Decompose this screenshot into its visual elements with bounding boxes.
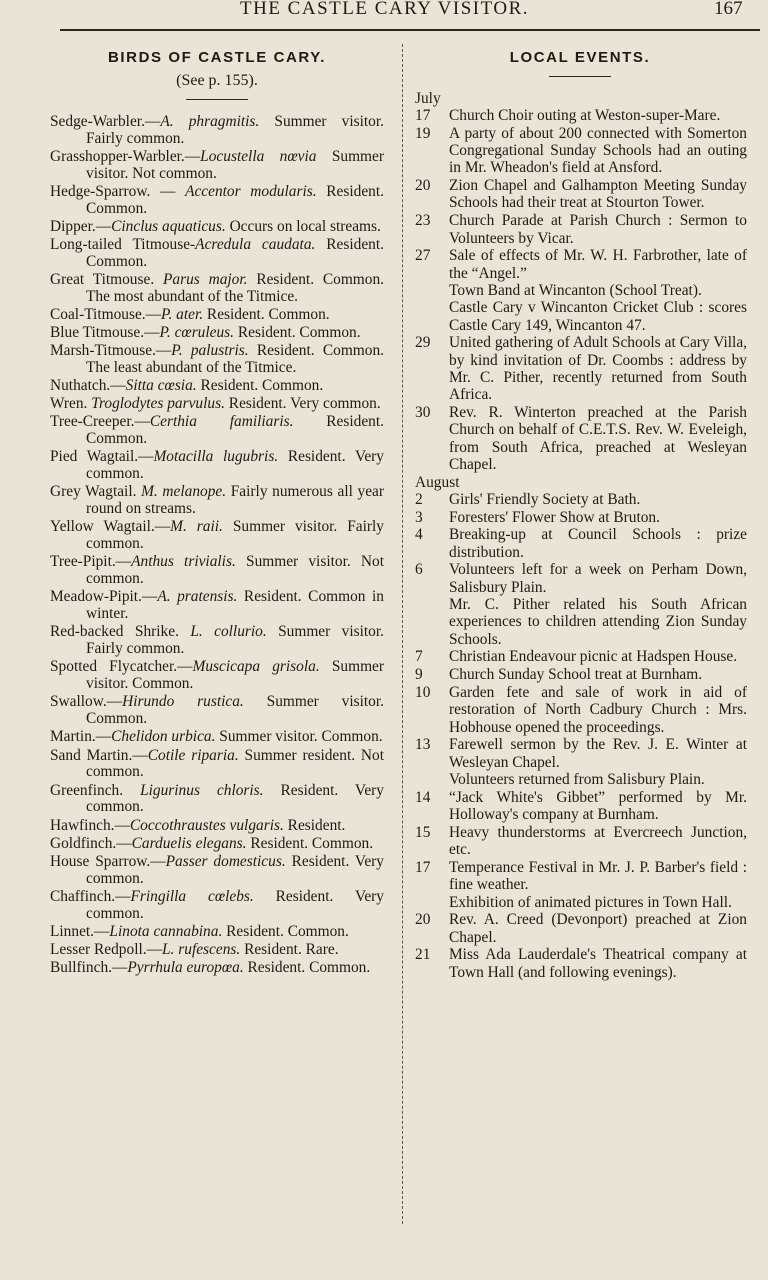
bird-status: Summer visitor. Common.	[215, 728, 383, 746]
event-day: 23	[415, 212, 431, 230]
event-line: Church Choir outing at Weston-super-Mare.	[449, 107, 721, 124]
bird-entry	[50, 184, 384, 218]
bird-common-name: Swallow.—	[50, 693, 123, 711]
event-entry	[413, 509, 747, 526]
bird-status: Resident. Very common.	[86, 852, 384, 887]
event-entry	[413, 491, 747, 508]
bird-common-name: Grey Wagtail.	[50, 483, 142, 501]
bird-common-name: Marsh-Titmouse.—	[50, 342, 172, 360]
bird-latin-name: Locustella nœvia	[200, 148, 317, 165]
bird-latin-name: Acredula caudata.	[195, 236, 316, 254]
event-line: Mr. C. Pither related his South African experiences to children attending Zion Sunday Schools.	[449, 596, 747, 648]
bird-common-name: House Sparrow.—	[50, 852, 166, 870]
birds-column	[50, 48, 384, 978]
event-day: 21	[415, 946, 431, 964]
event-day: 30	[415, 404, 431, 422]
bird-entry	[50, 854, 384, 888]
event-entry	[413, 125, 747, 177]
event-day: 6	[415, 561, 423, 579]
event-description	[449, 526, 747, 561]
event-description	[449, 509, 747, 526]
event-line: Church Sunday School treat at Burnham.	[449, 666, 703, 684]
bird-entry	[50, 519, 384, 553]
bird-latin-name: Passer domesticus.	[165, 852, 286, 870]
event-line: Miss Ada Lauderdale's Theatrical company at Town Hall (and following evenings).	[449, 946, 747, 981]
bird-latin-name: Accentor modularis.	[185, 183, 317, 200]
events-heading: LOCAL EVENTS.	[509, 49, 651, 66]
event-day: 14	[415, 788, 431, 806]
bird-common-name: Hedge-Sparrow. —	[50, 183, 186, 200]
bird-latin-name: Linota cannabina.	[109, 922, 223, 940]
event-day: 17	[415, 107, 431, 124]
event-description	[449, 177, 747, 212]
birds-heading-rule	[186, 99, 248, 100]
birds-heading: BIRDS OF CASTLE CARY.	[107, 49, 327, 66]
running-title: THE CASTLE CARY VISITOR.	[240, 0, 530, 19]
bird-entry	[50, 272, 384, 306]
bird-status: Resident. Common.	[234, 324, 361, 342]
event-line: Sale of effects of Mr. W. H. Farbrother, late of the “Angel.”	[449, 247, 747, 282]
event-description	[449, 824, 747, 859]
event-line: Breaking-up at Council Schools : prize distribution.	[449, 526, 747, 561]
event-line: United gathering of Adult Schools at Cary Villa, by kind invitation of Dr. Coombs : address by Mr. C. Pither, recently returned from South Africa.	[449, 334, 747, 404]
event-entry	[413, 404, 747, 473]
bird-common-name: Pied Wagtail.—	[50, 448, 154, 466]
bird-latin-name: Ligurinus chloris.	[140, 781, 264, 799]
birds-subheading: (See p. 155).	[176, 72, 258, 89]
event-description	[449, 212, 747, 247]
event-entry	[413, 736, 747, 788]
event-line: Rev. A. Creed (Devonport) preached at Zion Chapel.	[449, 911, 747, 946]
bird-status: Summer visitor. Fairly common.	[86, 623, 384, 658]
bird-status: Resident. Common.	[86, 183, 384, 217]
bird-latin-name: L. rufescens.	[162, 940, 241, 958]
bird-status: Resident. Common.	[246, 834, 374, 852]
event-day: 20	[415, 911, 431, 929]
bird-latin-name: P. cœruleus.	[159, 324, 235, 342]
bird-status: Resident. Very common.	[86, 781, 384, 816]
bird-entry	[50, 659, 384, 693]
bird-common-name: Red-backed Shrike.	[50, 623, 191, 641]
event-line: Foresters' Flower Show at Bruton.	[449, 508, 660, 526]
event-entry	[413, 526, 747, 561]
bird-common-name: Spotted Flycatcher.—	[50, 658, 193, 676]
bird-latin-name: Fringilla cœlebs.	[130, 887, 254, 905]
bird-latin-name: A. pratensis.	[157, 588, 238, 606]
bird-list	[50, 114, 384, 977]
bird-entry	[50, 729, 384, 746]
bird-entry	[50, 378, 384, 395]
event-line: “Jack White's Gibbet” performed by Mr. Holloway's company at Burnham.	[449, 788, 747, 824]
bird-entry	[50, 589, 384, 623]
event-entry	[413, 334, 747, 403]
bird-entry	[50, 219, 384, 236]
bird-common-name: Yellow Wagtail.—	[50, 518, 171, 536]
bird-status: Resident. Very common.	[224, 395, 381, 413]
bird-common-name: Grasshopper-Warbler.—	[50, 148, 201, 165]
header-rule	[60, 29, 760, 31]
bird-status: Fairly numerous all year round on streams.	[86, 483, 385, 518]
event-line: Christian Endeavour picnic at Hadspen House.	[449, 648, 738, 666]
bird-common-name: Tree-Creeper.—	[50, 413, 150, 431]
event-line: Town Band at Wincanton (School Treat).	[449, 281, 702, 299]
bird-status: Summer visitor. Common.	[86, 693, 384, 728]
bird-latin-name: Chelidon urbica.	[111, 728, 216, 746]
bird-common-name: Dipper.—	[50, 218, 112, 235]
bird-latin-name: Muscicapa grisola.	[192, 658, 320, 676]
event-entry	[413, 911, 747, 946]
event-description	[449, 684, 747, 736]
bird-status: Resident. Common.	[196, 377, 324, 395]
bird-status: Resident.	[283, 816, 346, 834]
event-day: 13	[415, 736, 431, 754]
bird-entry	[50, 694, 384, 728]
bird-entry	[50, 783, 384, 817]
bird-entry	[50, 343, 384, 377]
event-line: Exhibition of animated pictures in Town Hall.	[449, 893, 732, 911]
event-line: Farewell sermon by the Rev. J. E. Winter at Wesleyan Chapel.	[449, 736, 747, 771]
event-description	[449, 648, 747, 665]
bird-common-name: Goldfinch.—	[50, 834, 132, 852]
event-day: 3	[415, 508, 423, 526]
event-description	[449, 911, 747, 946]
bird-latin-name: L. collurio.	[190, 623, 267, 641]
bird-status: Resident. Very common.	[86, 887, 385, 922]
event-day: 2	[415, 490, 423, 508]
bird-common-name: Chaffinch.—	[50, 887, 131, 905]
event-entry	[413, 666, 747, 683]
event-line: Castle Cary v Wincanton Cricket Club : scores Castle Cary 149, Wincanton 47.	[449, 299, 747, 334]
event-entry	[413, 247, 747, 333]
bird-latin-name: Parus major.	[163, 271, 248, 289]
event-description	[449, 491, 747, 508]
bird-common-name: Nuthatch.—	[50, 377, 126, 395]
bird-latin-name: Pyrrhula europœa.	[127, 958, 244, 976]
event-description	[449, 789, 747, 824]
event-description	[449, 561, 747, 647]
event-day: 19	[415, 124, 431, 142]
bird-status: Summer visitor. Fairly common.	[86, 113, 384, 147]
bird-common-name: Bullfinch.—	[50, 958, 128, 976]
bird-common-name: Sedge-Warbler.—	[50, 113, 161, 130]
event-list	[413, 90, 747, 981]
bird-status: Resident. Common.	[203, 306, 330, 324]
event-entry	[413, 648, 747, 665]
bird-latin-name: Troglodytes parvulus.	[91, 395, 225, 413]
bird-entry	[50, 449, 384, 483]
bird-latin-name: P. ater.	[161, 306, 204, 324]
event-description	[449, 946, 747, 981]
bird-common-name: Greenfinch.	[50, 781, 141, 799]
bird-common-name: Wren.	[50, 395, 92, 413]
bird-common-name: Linnet.—	[50, 922, 110, 940]
event-day: 7	[415, 648, 423, 666]
bird-entry	[50, 325, 384, 342]
events-heading-rule	[549, 76, 611, 77]
event-line: Zion Chapel and Galhampton Meeting Sunday Schools had their treat at Stourton Tower.	[449, 177, 747, 212]
event-entry	[413, 212, 747, 247]
bird-common-name: Sand Martin.—	[50, 746, 148, 764]
bird-latin-name: Anthus trivialis.	[131, 553, 236, 571]
event-line: Girls' Friendly Society at Bath.	[449, 490, 641, 508]
bird-common-name: Coal-Titmouse.—	[50, 306, 162, 324]
bird-status: Resident. Common. The most abundant of the Titmice.	[86, 271, 385, 305]
bird-entry	[50, 942, 384, 959]
event-description	[449, 666, 747, 683]
bird-entry	[50, 149, 384, 183]
event-day: 15	[415, 823, 431, 841]
event-line: Temperance Festival in Mr. J. P. Barber's field : fine weather.	[449, 858, 747, 894]
bird-entry	[50, 484, 384, 518]
bird-common-name: Meadow-Pipit.—	[50, 588, 158, 606]
event-line: A party of about 200 connected with Somerton Congregational Sunday Schools had an outing in Mr. Wheadon's field at Ansford.	[449, 124, 747, 177]
event-entry	[413, 561, 747, 647]
bird-status: Resident. Common.	[86, 236, 385, 270]
bird-status: Resident. Very common.	[86, 448, 385, 483]
running-header	[0, 0, 768, 26]
bird-common-name: Tree-Pipit.—	[50, 553, 132, 571]
event-entry	[413, 824, 747, 859]
bird-latin-name: Motacilla lugubris.	[153, 448, 279, 466]
event-line: Volunteers returned from Salisbury Plain.	[449, 770, 705, 788]
bird-status: Resident. Common.	[86, 413, 384, 448]
event-entry	[413, 107, 747, 124]
bird-entry	[50, 114, 384, 148]
event-entry	[413, 859, 747, 911]
bird-common-name: Martin.—	[50, 728, 112, 746]
bird-latin-name: Cinclus aquaticus.	[111, 218, 226, 235]
bird-status: Resident. Common.	[243, 958, 371, 976]
event-description	[449, 859, 747, 911]
bird-entry	[50, 960, 384, 977]
bird-latin-name: Cotile riparia.	[147, 746, 239, 764]
event-day: 29	[415, 334, 431, 352]
event-line: Church Parade at Parish Church : Sermon to Volunteers by Vicar.	[449, 212, 747, 247]
event-line: Heavy thunderstorms at Evercreech Junction, etc.	[449, 823, 747, 859]
month-label: July	[415, 90, 441, 107]
event-description	[449, 107, 747, 124]
bird-latin-name: Certhia familiaris.	[149, 413, 294, 431]
event-day: 10	[415, 684, 431, 701]
bird-common-name: Blue Titmouse.—	[50, 324, 160, 342]
bird-entry	[50, 554, 384, 588]
bird-status: Summer visitor. Not common.	[86, 148, 384, 182]
bird-entry	[50, 237, 384, 271]
bird-entry	[50, 748, 384, 782]
bird-latin-name: M. raii.	[170, 518, 223, 536]
events-column	[413, 48, 747, 982]
event-entry	[413, 789, 747, 824]
event-line: Rev. R. Winterton preached at the Parish Church on behalf of C.E.T.S. Rev. W. Eveleigh, from South Africa, preached at Wesleyan Chapel.	[449, 404, 747, 473]
page-number: 167	[714, 0, 743, 19]
bird-latin-name: M. melanope.	[141, 483, 227, 501]
event-entry	[413, 684, 747, 736]
month-label: August	[415, 473, 460, 491]
bird-status: Occurs on local streams.	[225, 218, 381, 235]
event-line: Garden fete and sale of work in aid of restoration of North Cadbury Church : Mrs. Hobhouse opened the proceedings.	[449, 684, 747, 736]
bird-status: Summer visitor. Common.	[86, 658, 384, 693]
bird-status: Resident. Common. The least abundant of the Titmice.	[86, 342, 384, 377]
event-description	[449, 247, 747, 333]
column-divider	[402, 44, 403, 1224]
bird-common-name: Hawfinch.—	[50, 816, 130, 834]
bird-latin-name: Hirundo rustica.	[122, 693, 244, 711]
event-line: Volunteers left for a week on Perham Down, Salisbury Plain.	[449, 561, 747, 596]
bird-entry	[50, 889, 384, 923]
bird-latin-name: Coccothraustes vulgaris.	[129, 816, 284, 834]
event-day: 27	[415, 247, 431, 265]
event-description	[449, 334, 747, 403]
bird-entry	[50, 624, 384, 658]
bird-status: Resident. Rare.	[240, 940, 339, 958]
bird-latin-name: P. palustris.	[171, 342, 249, 360]
bird-status: Resident. Common in winter.	[86, 588, 384, 623]
bird-common-name: Long-tailed Titmouse-	[50, 236, 196, 254]
bird-entry	[50, 307, 384, 324]
event-day: 17	[415, 858, 431, 876]
bird-entry	[50, 396, 384, 413]
bird-entry	[50, 414, 384, 448]
event-entry	[413, 946, 747, 981]
event-day: 9	[415, 666, 423, 684]
bird-latin-name: Sitta cœsia.	[125, 377, 197, 395]
event-entry	[413, 177, 747, 212]
bird-latin-name: A. phragmitis.	[160, 113, 260, 130]
event-day: 4	[415, 526, 423, 544]
event-description	[449, 404, 747, 473]
bird-status: Resident. Common.	[222, 922, 349, 940]
bird-status: Summer resident. Not common.	[86, 746, 384, 781]
bird-entry	[50, 818, 384, 835]
event-description	[449, 125, 747, 177]
bird-common-name: Great Titmouse.	[50, 271, 163, 289]
bird-common-name: Lesser Redpoll.—	[50, 940, 162, 958]
bird-entry	[50, 836, 384, 853]
bird-status: Summer visitor. Fairly common.	[86, 518, 385, 553]
bird-entry	[50, 924, 384, 941]
bird-latin-name: Carduelis elegans.	[131, 834, 247, 852]
event-day: 20	[415, 177, 431, 195]
bird-status: Summer visitor. Not common.	[86, 553, 384, 588]
event-description	[449, 736, 747, 788]
